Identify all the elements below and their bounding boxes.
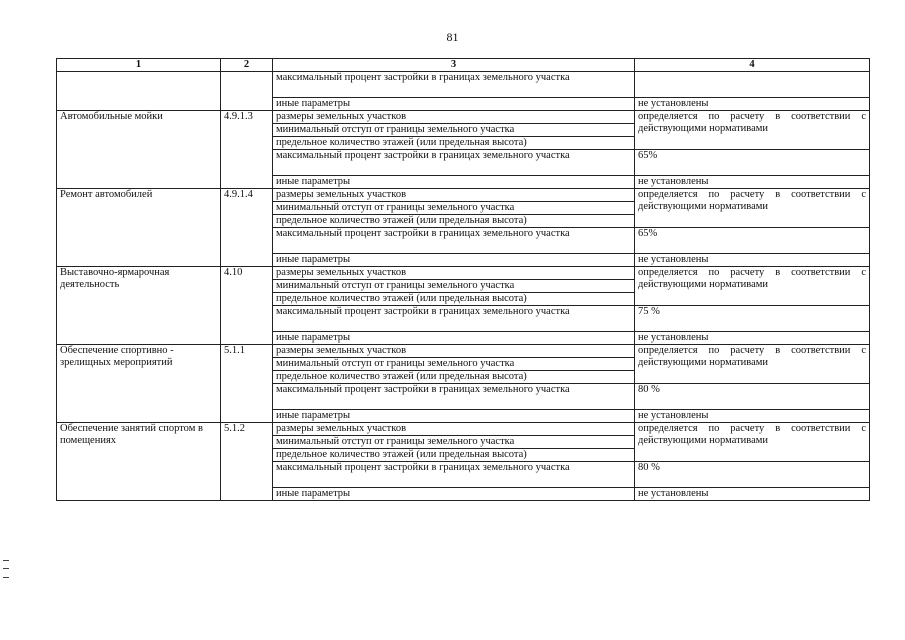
param-size: размеры земельных участков: [273, 267, 635, 280]
margin-mark: [3, 560, 9, 578]
value-percent: 80 %: [635, 384, 870, 410]
param-offset: минимальный отступ от границы земельного участка: [273, 124, 635, 137]
param-offset: минимальный отступ от границы земельного участка: [273, 436, 635, 449]
param-size: размеры земельных участков: [273, 345, 635, 358]
land-use-parameters-table: [56, 58, 870, 501]
param-other: иные параметры: [273, 98, 635, 111]
value-calc: определяется по расчету в соответствии с действующими нормативами: [635, 423, 870, 462]
value-not-set: не установлены: [635, 332, 870, 345]
param-floors: предельное количество этажей (или предельная высота): [273, 215, 635, 228]
table-row: [57, 267, 870, 280]
table-header-row: [57, 59, 870, 72]
value-calc: определяется по расчету в соответствии с действующими нормативами: [635, 189, 870, 228]
use-type-name: Автомобильные мойки: [57, 111, 221, 189]
param-offset: минимальный отступ от границы земельного участка: [273, 280, 635, 293]
param-floors: предельное количество этажей (или предельная высота): [273, 137, 635, 150]
param-offset: минимальный отступ от границы земельного участка: [273, 358, 635, 371]
use-type-code: 4.9.1.3: [221, 111, 273, 189]
param-other: иные параметры: [273, 488, 635, 501]
param-max-percent: максимальный процент застройки в границах земельного участка: [273, 462, 635, 488]
param-other: иные параметры: [273, 254, 635, 267]
use-type-name: Обеспечение занятий спортом в помещениях: [57, 423, 221, 501]
value-percent: 80 %: [635, 462, 870, 488]
column-header: 4: [635, 59, 870, 72]
value-percent: 75 %: [635, 306, 870, 332]
use-type-code: 5.1.2: [221, 423, 273, 501]
value-not-set: не установлены: [635, 254, 870, 267]
value-not-set: не установлены: [635, 410, 870, 423]
table-row: [57, 345, 870, 358]
value-not-set: не установлены: [635, 176, 870, 189]
value-not-set: не установлены: [635, 98, 870, 111]
use-type-name: Выставочно-ярмарочная деятельность: [57, 267, 221, 345]
param-floors: предельное количество этажей (или предельная высота): [273, 293, 635, 306]
param-max-percent: максимальный процент застройки в границах земельного участка: [273, 228, 635, 254]
page-number: 81: [446, 30, 459, 44]
column-header: 2: [221, 59, 273, 72]
param-max-percent: максимальный процент застройки в границах земельного участка: [273, 150, 635, 176]
param-max-percent: максимальный процент застройки в границах земельного участка: [273, 306, 635, 332]
param-max-percent: максимальный процент застройки в границах земельного участка: [273, 384, 635, 410]
param-size: размеры земельных участков: [273, 423, 635, 436]
use-type-name: Ремонт автомобилей: [57, 189, 221, 267]
use-type-code: 4.9.1.4: [221, 189, 273, 267]
cell-empty: [635, 72, 870, 98]
use-type-name: Обеспечение спортивно - зрелищных мероприятий: [57, 345, 221, 423]
param-other: иные параметры: [273, 410, 635, 423]
param-floors: предельное количество этажей (или предельная высота): [273, 371, 635, 384]
value-calc: определяется по расчету в соответствии с действующими нормативами: [635, 267, 870, 306]
cell-empty: [221, 72, 273, 111]
table-row: [57, 111, 870, 124]
param-size: размеры земельных участков: [273, 111, 635, 124]
value-percent: 65%: [635, 150, 870, 176]
use-type-code: 4.10: [221, 267, 273, 345]
value-not-set: не установлены: [635, 488, 870, 501]
table-row: [57, 189, 870, 202]
value-percent: 65%: [635, 228, 870, 254]
param-floors: предельное количество этажей (или предельная высота): [273, 449, 635, 462]
param-size: размеры земельных участков: [273, 189, 635, 202]
param-offset: минимальный отступ от границы земельного участка: [273, 202, 635, 215]
column-header: 1: [57, 59, 221, 72]
column-header: 3: [273, 59, 635, 72]
param-max-percent: максимальный процент застройки в границах земельного участка: [273, 72, 635, 98]
param-other: иные параметры: [273, 176, 635, 189]
cell-empty: [57, 72, 221, 111]
value-calc: определяется по расчету в соответствии с действующими нормативами: [635, 345, 870, 384]
value-calc: определяется по расчету в соответствии с действующими нормативами: [635, 111, 870, 150]
use-type-code: 5.1.1: [221, 345, 273, 423]
param-other: иные параметры: [273, 332, 635, 345]
table-row: [57, 423, 870, 436]
table-row: [57, 72, 870, 98]
